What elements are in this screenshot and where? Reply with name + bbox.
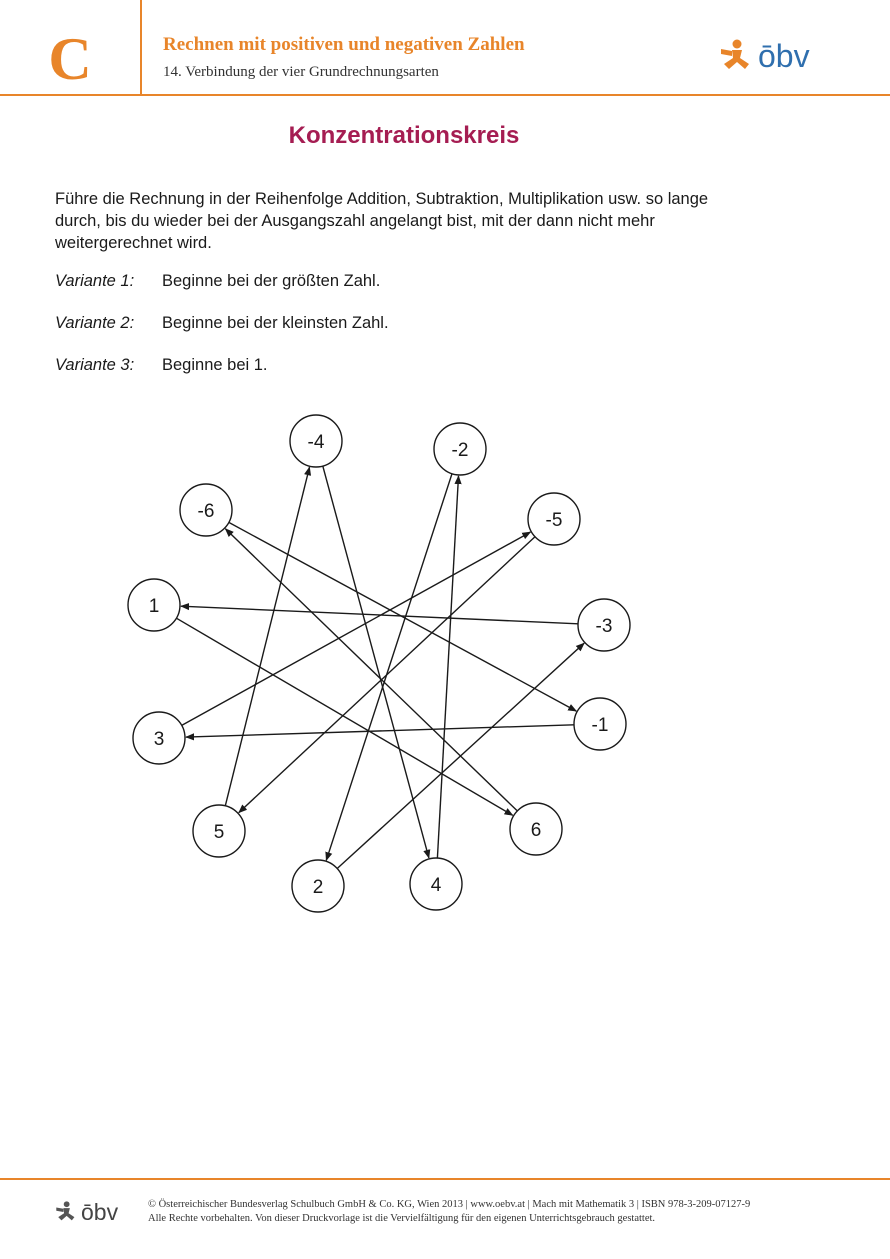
copyright-notice [148,1198,750,1226]
arrow-3 [326,474,452,861]
node-label: 4 [430,875,442,896]
node-label: 3 [153,729,165,750]
page-title: Konzentrationskreis [288,122,520,149]
arrow-10 [181,606,578,624]
footer-divider [0,1178,890,1180]
node-label: -1 [591,715,609,736]
variant-1 [55,272,380,291]
node-label: 6 [530,820,542,841]
variant-text: Beginne bei 1. [162,356,268,374]
circle-node [133,712,185,764]
node-label: -2 [451,440,469,461]
circle-node [128,579,180,631]
page-header [0,0,890,95]
copyright-line: © Österreichischer Bundesverlag Schulbuch GmbH & Co. KG, Wien 2013 | www.oebv.at | Mach mit Mathematik 3 | ISBN 978-3-209-07127-9 [148,1199,751,1210]
variant-2 [55,314,389,333]
concentration-circle-diagram [0,400,890,920]
variant-label: Variante 3: [55,356,135,374]
chapter-title: Rechnen mit positiven und negativen Zahlen [163,34,525,55]
arrow-1 [176,618,512,815]
variant-label: Variante 2: [55,314,135,332]
arrow-6 [182,532,531,725]
node-label: 1 [148,596,160,617]
arrow-4 [239,537,535,813]
circle-node [434,423,486,475]
header-divider-horizontal [0,94,890,96]
circle-node [290,415,342,467]
node-label: -4 [307,432,325,453]
publisher-brand-text: ōbv [758,38,810,74]
node-label: -3 [595,616,613,637]
rights-line: Alle Rechte vorbehalten. Von dieser Druckvorlage ist die Vervielfältigung für den eigenen Unterrichtsgebrauch gestattet. [148,1213,656,1224]
circle-node [510,803,562,855]
arrow-9 [225,529,517,811]
footer-star-icon [55,1201,77,1223]
node-label: 2 [312,877,324,898]
node-label: -6 [197,501,215,522]
circle-node [574,698,626,750]
variant-3 [55,356,268,375]
footer-brand-text: ōbv [81,1199,119,1225]
circle-node [528,493,580,545]
circle-node [578,599,630,651]
variant-text: Beginne bei der kleinsten Zahl. [162,314,389,332]
publisher-logo [720,38,810,74]
arrow-8 [225,467,309,806]
variant-label: Variante 1: [55,272,135,290]
header-divider-vertical [140,0,142,95]
chapter-subtitle: 14. Verbindung der vier Grundrechnungsarten [163,64,439,80]
node-label: 5 [213,822,225,843]
variant-text: Beginne bei der größten Zahl. [162,272,381,290]
chapter-letter: C [48,26,92,92]
instructions-text: Führe die Rechnung in der Reihenfolge Addition, Subtraktion, Multiplikation usw. so lange durch, bis du wieder bei der Ausgangszahl angelangt bist, mit der dann nicht mehr weitergerechnet wird. [55,190,709,252]
publisher-star-icon [720,39,752,73]
node-label: -5 [545,510,563,531]
arrow-0 [229,522,577,711]
arrow-7 [437,476,458,858]
circle-node [410,858,462,910]
circle-node [292,860,344,912]
circle-node [180,484,232,536]
circle-node [193,805,245,857]
footer-logo [55,1199,118,1225]
